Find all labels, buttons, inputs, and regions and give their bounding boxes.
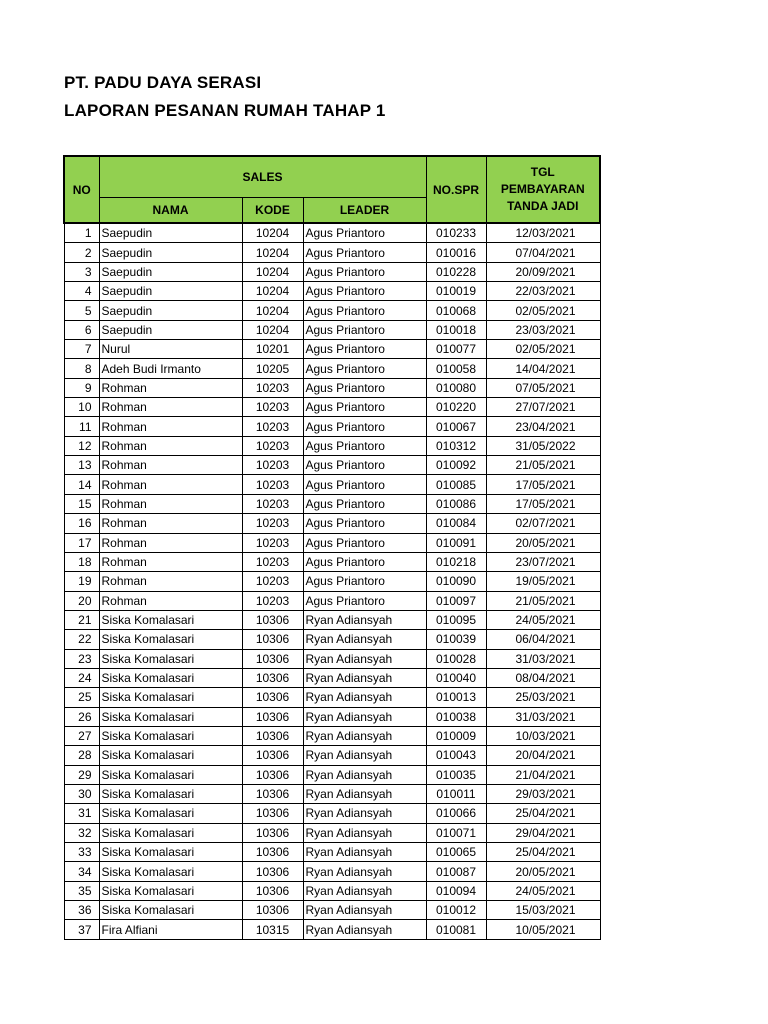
- row-no: 29: [64, 765, 99, 784]
- row-nama: Siska Komalasari: [99, 765, 242, 784]
- row-no: 1: [64, 223, 99, 243]
- row-leader: Agus Priantoro: [303, 262, 426, 281]
- row-leader: Ryan Adiansyah: [303, 843, 426, 862]
- row-leader: Ryan Adiansyah: [303, 784, 426, 803]
- row-nama: Rohman: [99, 494, 242, 513]
- report-title: LAPORAN PESANAN RUMAH TAHAP 1: [64, 101, 386, 120]
- row-kode: 10203: [242, 572, 303, 591]
- row-no: 15: [64, 494, 99, 513]
- row-leader: Agus Priantoro: [303, 243, 426, 262]
- company-name: PT. PADU DAYA SERASI: [64, 73, 262, 92]
- row-tgl: 24/05/2021: [486, 881, 600, 900]
- row-leader: Agus Priantoro: [303, 340, 426, 359]
- row-leader: Ryan Adiansyah: [303, 688, 426, 707]
- row-kode: 10204: [242, 262, 303, 281]
- table-row: [64, 533, 600, 552]
- row-nama: Saepudin: [99, 282, 242, 301]
- row-no-spr: 010009: [426, 726, 486, 745]
- table-row: [64, 668, 600, 687]
- row-leader: Agus Priantoro: [303, 514, 426, 533]
- row-no-spr: 010090: [426, 572, 486, 591]
- row-leader: Ryan Adiansyah: [303, 668, 426, 687]
- table-body: [64, 223, 600, 939]
- table-row: [64, 862, 600, 881]
- row-nama: Siska Komalasari: [99, 843, 242, 862]
- row-tgl: 20/05/2021: [486, 533, 600, 552]
- row-leader: Agus Priantoro: [303, 282, 426, 301]
- row-leader: Ryan Adiansyah: [303, 823, 426, 842]
- table-row: [64, 823, 600, 842]
- row-kode: 10203: [242, 494, 303, 513]
- row-nama: Siska Komalasari: [99, 784, 242, 803]
- row-nama: Fira Alfiani: [99, 920, 242, 939]
- header-sales: SALES: [99, 156, 426, 198]
- row-no-spr: 010011: [426, 784, 486, 803]
- row-no: 17: [64, 533, 99, 552]
- row-kode: 10306: [242, 610, 303, 629]
- row-no-spr: 010013: [426, 688, 486, 707]
- table-row: [64, 340, 600, 359]
- row-no-spr: 010065: [426, 843, 486, 862]
- table-row: [64, 804, 600, 823]
- table-row: [64, 359, 600, 378]
- row-kode: 10203: [242, 398, 303, 417]
- row-leader: Agus Priantoro: [303, 533, 426, 552]
- row-no: 2: [64, 243, 99, 262]
- row-no-spr: 010019: [426, 282, 486, 301]
- row-no: 12: [64, 436, 99, 455]
- row-tgl: 23/04/2021: [486, 417, 600, 436]
- row-leader: Ryan Adiansyah: [303, 707, 426, 726]
- row-nama: Rohman: [99, 572, 242, 591]
- table-header: [64, 156, 600, 223]
- row-tgl: 07/05/2021: [486, 378, 600, 397]
- row-no: 6: [64, 320, 99, 339]
- row-kode: 10203: [242, 456, 303, 475]
- table-row: [64, 243, 600, 262]
- row-tgl: 21/05/2021: [486, 591, 600, 610]
- row-tgl: 07/04/2021: [486, 243, 600, 262]
- row-nama: Rohman: [99, 533, 242, 552]
- row-tgl: 02/07/2021: [486, 514, 600, 533]
- row-no: 5: [64, 301, 99, 320]
- row-leader: Ryan Adiansyah: [303, 920, 426, 939]
- row-no-spr: 010071: [426, 823, 486, 842]
- row-tgl: 23/07/2021: [486, 552, 600, 571]
- row-kode: 10306: [242, 668, 303, 687]
- row-tgl: 19/05/2021: [486, 572, 600, 591]
- row-kode: 10306: [242, 688, 303, 707]
- row-nama: Siska Komalasari: [99, 726, 242, 745]
- row-no-spr: 010028: [426, 649, 486, 668]
- row-leader: Agus Priantoro: [303, 378, 426, 397]
- row-no: 7: [64, 340, 99, 359]
- row-tgl: 21/04/2021: [486, 765, 600, 784]
- row-no-spr: 010058: [426, 359, 486, 378]
- table-row: [64, 301, 600, 320]
- row-no-spr: 010084: [426, 514, 486, 533]
- row-kode: 10204: [242, 301, 303, 320]
- row-no: 33: [64, 843, 99, 862]
- table-row: [64, 920, 600, 939]
- table-row: [64, 746, 600, 765]
- row-kode: 10204: [242, 282, 303, 301]
- row-no: 13: [64, 456, 99, 475]
- row-kode: 10204: [242, 223, 303, 243]
- row-tgl: 17/05/2021: [486, 494, 600, 513]
- row-nama: Rohman: [99, 436, 242, 455]
- row-no: 10: [64, 398, 99, 417]
- row-kode: 10203: [242, 417, 303, 436]
- row-tgl: 29/03/2021: [486, 784, 600, 803]
- row-no-spr: 010077: [426, 340, 486, 359]
- row-kode: 10306: [242, 726, 303, 745]
- row-nama: Siska Komalasari: [99, 862, 242, 881]
- table-row: [64, 436, 600, 455]
- row-no-spr: 010066: [426, 804, 486, 823]
- row-nama: Rohman: [99, 398, 242, 417]
- row-leader: Agus Priantoro: [303, 456, 426, 475]
- row-tgl: 21/05/2021: [486, 456, 600, 475]
- row-leader: Agus Priantoro: [303, 552, 426, 571]
- row-nama: Siska Komalasari: [99, 630, 242, 649]
- row-nama: Adeh Budi Irmanto: [99, 359, 242, 378]
- row-nama: Siska Komalasari: [99, 649, 242, 668]
- row-no: 26: [64, 707, 99, 726]
- row-no: 30: [64, 784, 99, 803]
- row-kode: 10203: [242, 514, 303, 533]
- row-no-spr: 010087: [426, 862, 486, 881]
- row-nama: Saepudin: [99, 301, 242, 320]
- row-no: 9: [64, 378, 99, 397]
- row-kode: 10203: [242, 533, 303, 552]
- row-no: 20: [64, 591, 99, 610]
- row-leader: Ryan Adiansyah: [303, 862, 426, 881]
- row-leader: Agus Priantoro: [303, 572, 426, 591]
- table-row: [64, 765, 600, 784]
- row-no: 25: [64, 688, 99, 707]
- row-kode: 10306: [242, 881, 303, 900]
- row-tgl: 24/05/2021: [486, 610, 600, 629]
- row-kode: 10204: [242, 320, 303, 339]
- row-tgl: 20/05/2021: [486, 862, 600, 881]
- row-no-spr: 010092: [426, 456, 486, 475]
- table-row: [64, 881, 600, 900]
- row-leader: Ryan Adiansyah: [303, 765, 426, 784]
- row-kode: 10203: [242, 591, 303, 610]
- table-row: [64, 591, 600, 610]
- row-tgl: 31/03/2021: [486, 707, 600, 726]
- row-no: 18: [64, 552, 99, 571]
- row-no: 24: [64, 668, 99, 687]
- table-row: [64, 282, 600, 301]
- row-tgl: 14/04/2021: [486, 359, 600, 378]
- orders-table: [63, 155, 601, 940]
- table-row: [64, 572, 600, 591]
- row-no: 3: [64, 262, 99, 281]
- row-kode: 10306: [242, 862, 303, 881]
- row-no-spr: 010218: [426, 552, 486, 571]
- row-leader: Ryan Adiansyah: [303, 901, 426, 920]
- row-no-spr: 010018: [426, 320, 486, 339]
- row-kode: 10306: [242, 804, 303, 823]
- row-nama: Siska Komalasari: [99, 881, 242, 900]
- row-no: 11: [64, 417, 99, 436]
- row-no-spr: 010067: [426, 417, 486, 436]
- table-row: [64, 494, 600, 513]
- row-no: 23: [64, 649, 99, 668]
- row-tgl: 29/04/2021: [486, 823, 600, 842]
- table-row: [64, 475, 600, 494]
- row-kode: 10306: [242, 649, 303, 668]
- row-kode: 10306: [242, 746, 303, 765]
- row-no-spr: 010095: [426, 610, 486, 629]
- row-nama: Siska Komalasari: [99, 668, 242, 687]
- row-tgl: 02/05/2021: [486, 301, 600, 320]
- row-tgl: 08/04/2021: [486, 668, 600, 687]
- row-no-spr: 010038: [426, 707, 486, 726]
- row-kode: 10306: [242, 784, 303, 803]
- row-nama: Siska Komalasari: [99, 746, 242, 765]
- row-nama: Siska Komalasari: [99, 804, 242, 823]
- table-row: [64, 707, 600, 726]
- row-tgl: 20/09/2021: [486, 262, 600, 281]
- row-kode: 10306: [242, 765, 303, 784]
- row-leader: Ryan Adiansyah: [303, 649, 426, 668]
- row-no-spr: 010091: [426, 533, 486, 552]
- table-row: [64, 610, 600, 629]
- row-tgl: 10/05/2021: [486, 920, 600, 939]
- row-leader: Ryan Adiansyah: [303, 804, 426, 823]
- table-row: [64, 784, 600, 803]
- row-leader: Agus Priantoro: [303, 436, 426, 455]
- row-tgl: 25/04/2021: [486, 843, 600, 862]
- row-no-spr: 010068: [426, 301, 486, 320]
- row-no: 36: [64, 901, 99, 920]
- row-tgl: 25/04/2021: [486, 804, 600, 823]
- row-leader: Ryan Adiansyah: [303, 726, 426, 745]
- row-no-spr: 010039: [426, 630, 486, 649]
- row-nama: Siska Komalasari: [99, 707, 242, 726]
- header-no-spr: NO.SPR: [426, 156, 486, 223]
- table-row: [64, 398, 600, 417]
- row-no: 21: [64, 610, 99, 629]
- row-nama: Siska Komalasari: [99, 823, 242, 842]
- header-tgl-pembayaran: TGL PEMBAYARAN TANDA JADI: [486, 156, 600, 223]
- row-nama: Saepudin: [99, 223, 242, 243]
- row-no: 22: [64, 630, 99, 649]
- row-nama: Rohman: [99, 552, 242, 571]
- row-no: 37: [64, 920, 99, 939]
- row-tgl: 12/03/2021: [486, 223, 600, 243]
- table-row: [64, 456, 600, 475]
- table-row: [64, 649, 600, 668]
- table-row: [64, 630, 600, 649]
- table-row: [64, 417, 600, 436]
- row-kode: 10315: [242, 920, 303, 939]
- row-no-spr: 010094: [426, 881, 486, 900]
- row-no-spr: 010016: [426, 243, 486, 262]
- row-tgl: 17/05/2021: [486, 475, 600, 494]
- row-kode: 10306: [242, 843, 303, 862]
- row-tgl: 31/05/2022: [486, 436, 600, 455]
- table-row: [64, 514, 600, 533]
- row-nama: Saepudin: [99, 262, 242, 281]
- row-nama: Rohman: [99, 378, 242, 397]
- row-kode: 10306: [242, 901, 303, 920]
- row-leader: Agus Priantoro: [303, 301, 426, 320]
- row-kode: 10205: [242, 359, 303, 378]
- row-tgl: 27/07/2021: [486, 398, 600, 417]
- row-no: 19: [64, 572, 99, 591]
- table-row: [64, 688, 600, 707]
- row-no-spr: 010233: [426, 223, 486, 243]
- header-no: NO: [64, 156, 99, 223]
- row-nama: Siska Komalasari: [99, 688, 242, 707]
- row-leader: Ryan Adiansyah: [303, 630, 426, 649]
- row-no-spr: 010312: [426, 436, 486, 455]
- row-kode: 10203: [242, 436, 303, 455]
- header-nama: NAMA: [99, 198, 242, 224]
- row-tgl: 15/03/2021: [486, 901, 600, 920]
- row-kode: 10306: [242, 707, 303, 726]
- row-nama: Rohman: [99, 591, 242, 610]
- row-leader: Agus Priantoro: [303, 417, 426, 436]
- header-leader: LEADER: [303, 198, 426, 224]
- row-kode: 10306: [242, 630, 303, 649]
- row-no: 8: [64, 359, 99, 378]
- row-nama: Rohman: [99, 417, 242, 436]
- row-no: 4: [64, 282, 99, 301]
- row-nama: Saepudin: [99, 320, 242, 339]
- row-no: 31: [64, 804, 99, 823]
- row-no: 14: [64, 475, 99, 494]
- table-row: [64, 262, 600, 281]
- table-row: [64, 378, 600, 397]
- row-no: 28: [64, 746, 99, 765]
- row-tgl: 23/03/2021: [486, 320, 600, 339]
- row-no-spr: 010081: [426, 920, 486, 939]
- row-kode: 10203: [242, 475, 303, 494]
- row-leader: Agus Priantoro: [303, 320, 426, 339]
- row-no-spr: 010040: [426, 668, 486, 687]
- row-nama: Saepudin: [99, 243, 242, 262]
- row-tgl: 25/03/2021: [486, 688, 600, 707]
- row-no: 35: [64, 881, 99, 900]
- row-leader: Ryan Adiansyah: [303, 746, 426, 765]
- row-leader: Ryan Adiansyah: [303, 881, 426, 900]
- row-leader: Agus Priantoro: [303, 398, 426, 417]
- row-nama: Rohman: [99, 475, 242, 494]
- table-row: [64, 726, 600, 745]
- row-no-spr: 010097: [426, 591, 486, 610]
- row-no: 16: [64, 514, 99, 533]
- row-no-spr: 010220: [426, 398, 486, 417]
- row-leader: Agus Priantoro: [303, 223, 426, 243]
- row-leader: Agus Priantoro: [303, 475, 426, 494]
- row-tgl: 06/04/2021: [486, 630, 600, 649]
- header-kode: KODE: [242, 198, 303, 224]
- row-nama: Rohman: [99, 456, 242, 475]
- table-row: [64, 843, 600, 862]
- row-no: 27: [64, 726, 99, 745]
- row-nama: Rohman: [99, 514, 242, 533]
- row-tgl: 20/04/2021: [486, 746, 600, 765]
- row-kode: 10306: [242, 823, 303, 842]
- table-row: [64, 901, 600, 920]
- row-nama: Siska Komalasari: [99, 901, 242, 920]
- row-no-spr: 010086: [426, 494, 486, 513]
- row-nama: Siska Komalasari: [99, 610, 242, 629]
- row-leader: Agus Priantoro: [303, 591, 426, 610]
- row-tgl: 10/03/2021: [486, 726, 600, 745]
- row-no-spr: 010228: [426, 262, 486, 281]
- table-row: [64, 552, 600, 571]
- row-no: 34: [64, 862, 99, 881]
- row-tgl: 22/03/2021: [486, 282, 600, 301]
- row-no-spr: 010035: [426, 765, 486, 784]
- row-leader: Ryan Adiansyah: [303, 610, 426, 629]
- row-kode: 10201: [242, 340, 303, 359]
- row-no-spr: 010012: [426, 901, 486, 920]
- row-nama: Nurul: [99, 340, 242, 359]
- row-kode: 10203: [242, 552, 303, 571]
- row-tgl: 31/03/2021: [486, 649, 600, 668]
- row-kode: 10204: [242, 243, 303, 262]
- table-row: [64, 223, 600, 243]
- row-leader: Agus Priantoro: [303, 359, 426, 378]
- row-tgl: 02/05/2021: [486, 340, 600, 359]
- row-no-spr: 010085: [426, 475, 486, 494]
- row-no: 32: [64, 823, 99, 842]
- row-no-spr: 010080: [426, 378, 486, 397]
- row-kode: 10203: [242, 378, 303, 397]
- table-row: [64, 320, 600, 339]
- row-leader: Agus Priantoro: [303, 494, 426, 513]
- row-no-spr: 010043: [426, 746, 486, 765]
